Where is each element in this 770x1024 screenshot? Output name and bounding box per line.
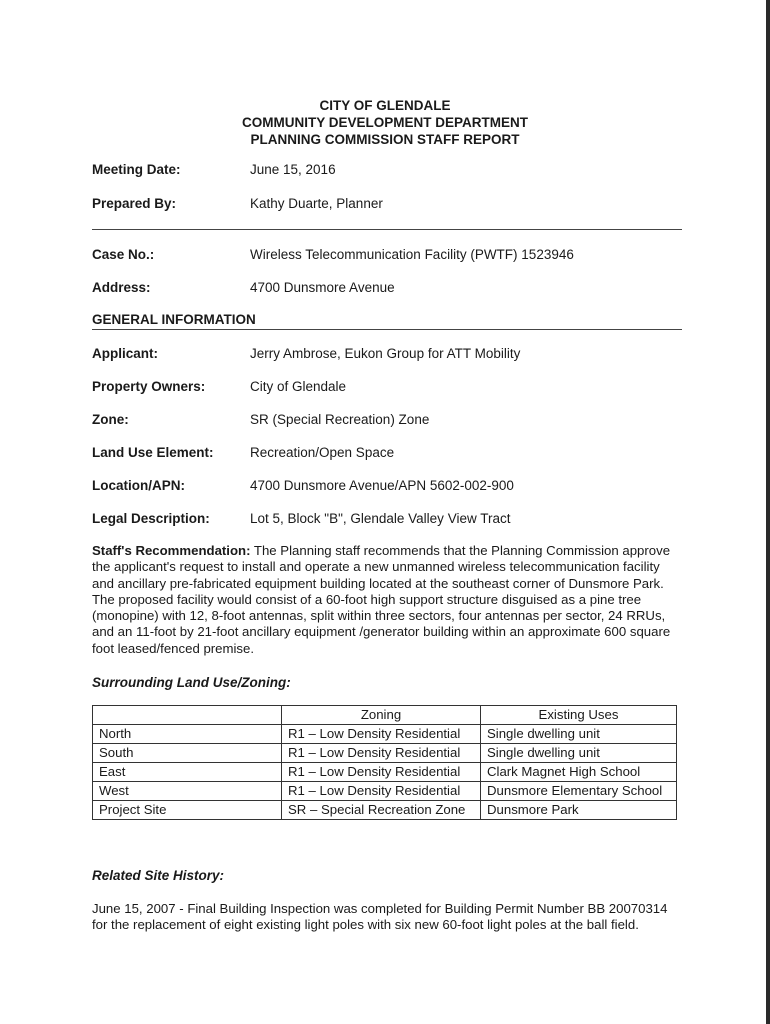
surrounding-heading: Surrounding Land Use/Zoning: bbox=[92, 675, 291, 690]
zone-label: Zone: bbox=[92, 412, 129, 427]
divider bbox=[92, 229, 682, 230]
area-cell: North bbox=[93, 725, 282, 744]
legal-description-value: Lot 5, Block "B", Glendale Valley View Tract bbox=[250, 511, 511, 526]
history-text: June 15, 2007 - Final Building Inspection was completed for Building Permit Number BB 20070314 for the replacement of eight existing light poles with six new 60-foot light poles at the ball field. bbox=[92, 901, 668, 933]
table-row bbox=[93, 744, 677, 763]
use-cell: Dunsmore Park bbox=[481, 801, 677, 820]
zoning-table bbox=[92, 705, 677, 820]
owners-value: City of Glendale bbox=[250, 379, 347, 394]
zoning-cell: SR – Special Recreation Zone bbox=[282, 801, 481, 820]
meeting-date-label: Meeting Date: bbox=[92, 162, 181, 177]
use-cell: Single dwelling unit bbox=[481, 744, 677, 763]
table-row bbox=[93, 725, 677, 744]
table-header-blank bbox=[93, 706, 282, 725]
table-header-row bbox=[93, 706, 677, 725]
case-no-value: Wireless Telecommunication Facility (PWTF) 1523946 bbox=[250, 247, 574, 262]
owners-label: Property Owners: bbox=[92, 379, 206, 394]
recommendation-label: Staff's Recommendation: bbox=[92, 543, 251, 558]
scan-edge bbox=[766, 0, 770, 1024]
column-header-existing-uses: Existing Uses bbox=[481, 706, 677, 725]
header-department: COMMUNITY DEVELOPMENT DEPARTMENT bbox=[241, 115, 528, 130]
column-header-zoning: Zoning bbox=[282, 706, 481, 725]
divider bbox=[92, 329, 682, 330]
land-use-value: Recreation/Open Space bbox=[250, 445, 395, 460]
location-label: Location/APN: bbox=[92, 478, 185, 493]
area-cell: East bbox=[93, 763, 282, 782]
report-header bbox=[0, 97, 770, 148]
staff-recommendation bbox=[92, 543, 684, 657]
zoning-cell: R1 – Low Density Residential bbox=[282, 763, 481, 782]
applicant-label: Applicant: bbox=[92, 346, 158, 361]
area-cell: Project Site bbox=[93, 801, 282, 820]
location-value: 4700 Dunsmore Avenue/APN 5602-002-900 bbox=[250, 478, 514, 493]
land-use-label: Land Use Element: bbox=[92, 445, 214, 460]
use-cell: Single dwelling unit bbox=[481, 725, 677, 744]
prepared-by-value: Kathy Duarte, Planner bbox=[250, 196, 383, 211]
use-cell: Clark Magnet High School bbox=[481, 763, 677, 782]
address-value: 4700 Dunsmore Avenue bbox=[250, 280, 395, 295]
table-row bbox=[93, 801, 677, 820]
table-row bbox=[93, 782, 677, 801]
recommendation-text: The Planning staff recommends that the Planning Commission approve the applicant's request to install and operate a new unmanned wireless telecommunication facility and ancillary pre-fabricated equipment building located at the southeast corner of Dunsmore Park. The proposed facility would consist of a 60-foot high support structure disguised as a pine tree (monopine) with 12, 8-foot antennas, split within three sectors, four antennas per sector, 24 RRUs, and an 11-foot by 21-foot ancillary equipment /generator building within an approximate 600 square foot leased/fenced premise. bbox=[92, 543, 671, 656]
general-information-title: GENERAL INFORMATION bbox=[92, 312, 256, 327]
zoning-cell: R1 – Low Density Residential bbox=[282, 782, 481, 801]
address-label: Address: bbox=[92, 280, 151, 295]
legal-description-label: Legal Description: bbox=[92, 511, 210, 526]
applicant-value: Jerry Ambrose, Eukon Group for ATT Mobility bbox=[250, 346, 521, 361]
area-cell: West bbox=[93, 782, 282, 801]
header-city: CITY OF GLENDALE bbox=[319, 98, 451, 113]
meeting-date-value: June 15, 2016 bbox=[250, 162, 336, 177]
zoning-cell: R1 – Low Density Residential bbox=[282, 725, 481, 744]
area-cell: South bbox=[93, 744, 282, 763]
header-report-type: PLANNING COMMISSION STAFF REPORT bbox=[250, 132, 520, 147]
table-row bbox=[93, 763, 677, 782]
prepared-by-label: Prepared By: bbox=[92, 196, 177, 211]
case-no-label: Case No.: bbox=[92, 247, 155, 262]
use-cell: Dunsmore Elementary School bbox=[481, 782, 677, 801]
zone-value: SR (Special Recreation) Zone bbox=[250, 412, 430, 427]
history-heading: Related Site History: bbox=[92, 868, 225, 883]
zoning-cell: R1 – Low Density Residential bbox=[282, 744, 481, 763]
